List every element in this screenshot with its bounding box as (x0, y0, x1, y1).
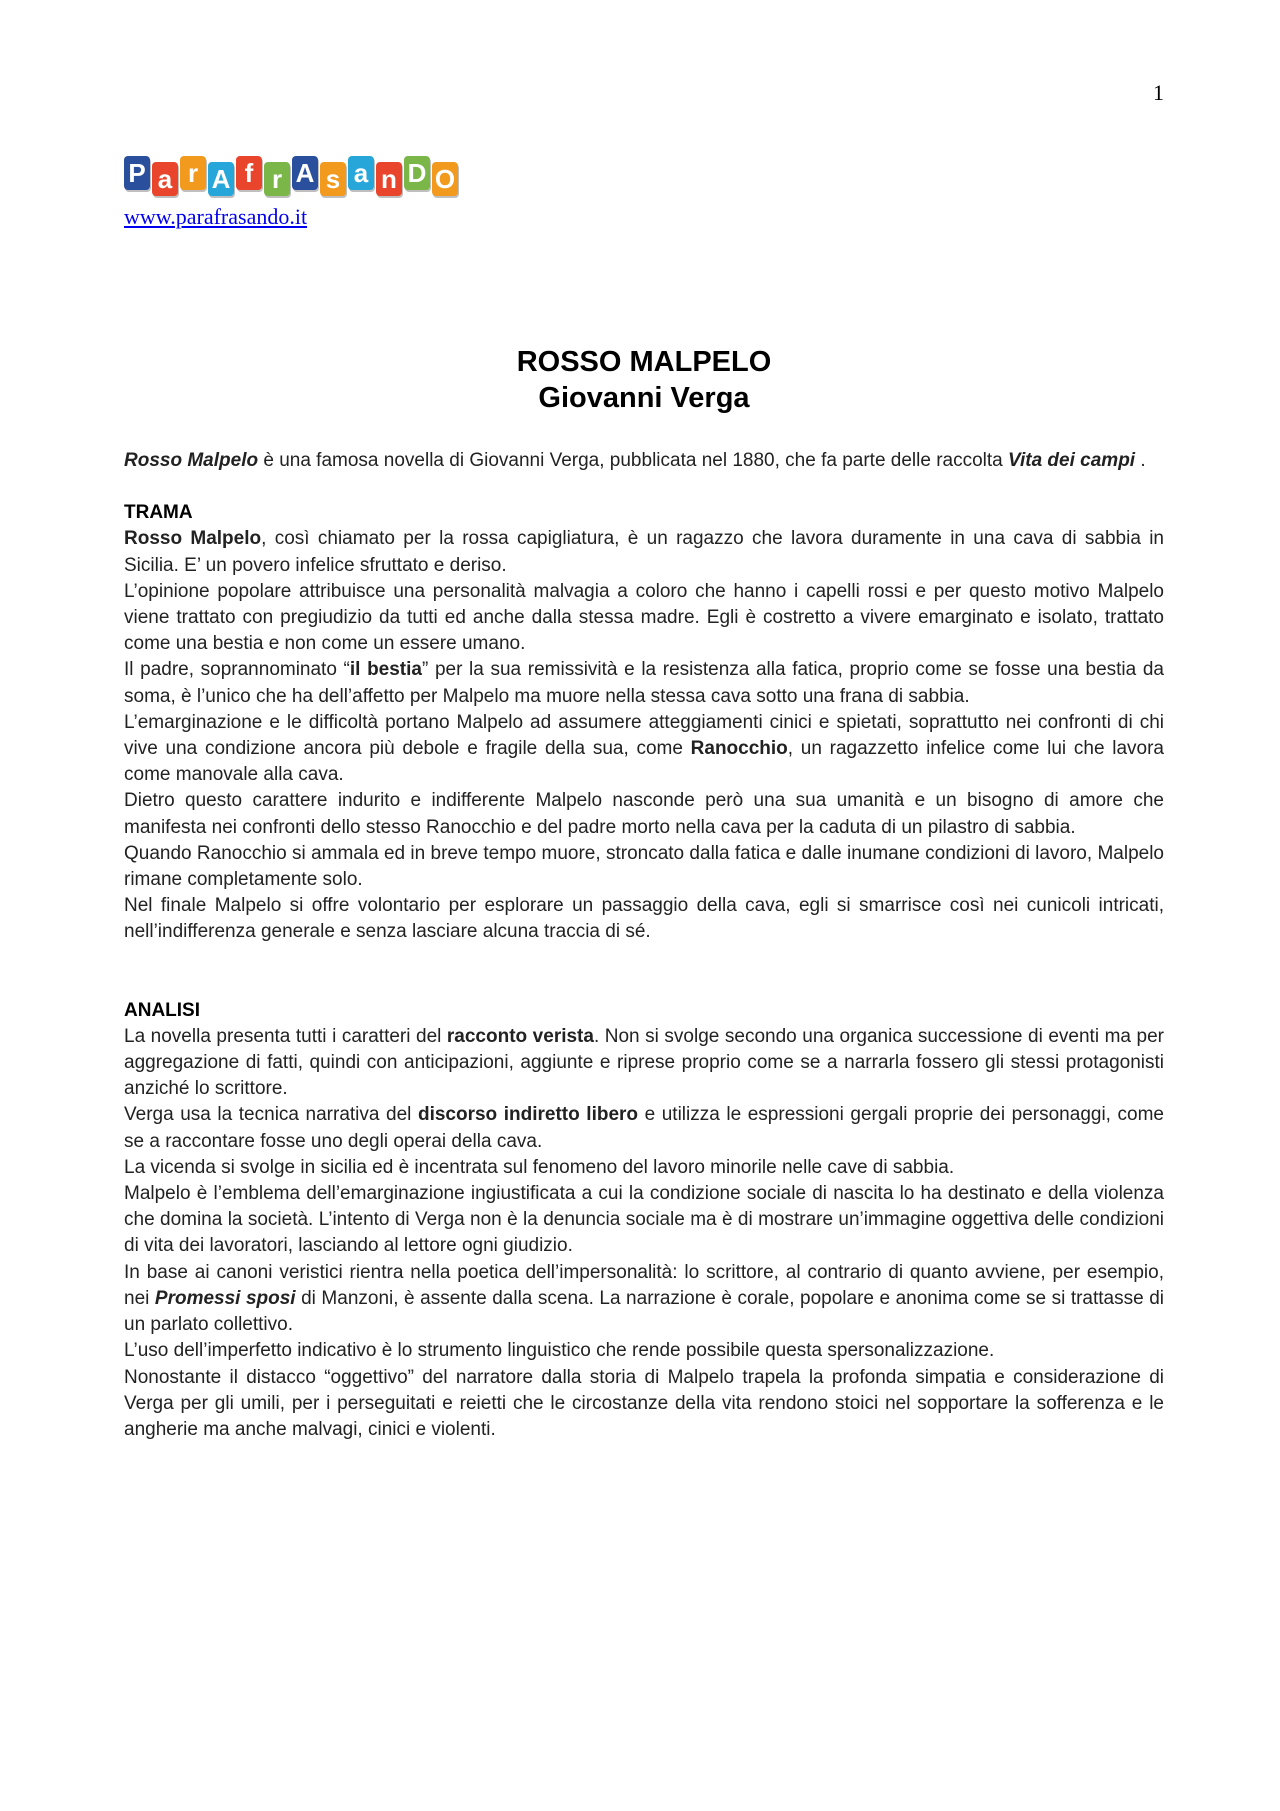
logo-letter: P (124, 156, 150, 190)
logo-letter: r (264, 162, 290, 196)
intro-collection: Vita dei campi (1008, 450, 1136, 471)
trama-text: , così chiamato per la rossa capigliatura, è un ragazzo che lavora duramente in una cava di sabbia in Sicilia. E’ un povero infelice sfruttato e deriso. (124, 528, 1164, 576)
parafrasando-logo (124, 156, 458, 196)
analisi-paragraph: Nonostante il distacco “oggettivo” del narratore dalla storia di Malpelo trapela la profonda simpatia e considerazione di Verga per gli umili, per i perseguitati e reietti che le circostanze della vita rendono stoici nel sopportare la sofferenza e le angherie ma anche malvagi, cinici e violenti. (124, 1366, 1164, 1440)
site-link[interactable]: www.parafrasando.it (124, 204, 308, 229)
trama-paragraph: Dietro questo carattere indurito e indifferente Malpelo nasconde però una sua umanità e un bisogno di amore che manifesta nei confronti dello stesso Ranocchio e del padre morto nella cava per la caduta di un pilastro di sabbia. (124, 790, 1164, 838)
logo-letter: s (320, 162, 346, 196)
logo-letter: a (152, 162, 178, 196)
analisi-text: di Manzoni, è assente dalla scena. La narrazione è corale, popolare e anonima come se si trattasse di un parlato collettivo. (124, 1287, 1164, 1336)
analisi-bold-term: racconto verista (446, 1025, 594, 1047)
trama-text: Il padre, soprannominato “ (124, 659, 350, 681)
intro-text: è una famosa novella di Giovanni Verga, pubblicata nel 1880, che fa parte delle raccolta (258, 450, 1009, 471)
intro-paragraph (124, 448, 1164, 474)
trama-bold-term: il bestia (349, 659, 422, 681)
trama-bold-term: Ranocchio (690, 738, 788, 760)
analisi-bold-term: discorso indiretto libero (417, 1104, 639, 1126)
analisi-paragraph: Malpelo è l’emblema dell’emarginazione ingiustificata a cui la condizione sociale di nascita lo ha destinato e della violenza che domina la società. L’intento di Verga non è la denuncia sociale ma è di mostrare un’immagine oggettiva delle condizioni di vita dei lavoratori, lasciando al lettore ogni giudizio. (124, 1183, 1164, 1257)
logo-letter: n (376, 162, 402, 196)
logo-letter: a (348, 156, 374, 190)
document-title: ROSSO MALPELO (516, 346, 772, 378)
document-body (124, 448, 1164, 1443)
trama-heading: TRAMA (124, 502, 193, 524)
trama-paragraph: L’opinione popolare attribuisce una personalità malvagia a coloro che hanno i capelli rossi e per questo motivo Malpelo viene trattato con pregiudizio da tutti ed anche dalla stessa madre. Egli è costretto a vivere emarginato e isolato, trattato come una bestia e non come un essere umano. (124, 580, 1164, 655)
analisi-paragraph: La vicenda si svolge in sicilia ed è incentrata sul fenomeno del lavoro minorile nelle cave di sabbia. (124, 1156, 955, 1178)
analisi-text: Verga usa la tecnica narrativa del (124, 1104, 418, 1126)
intro-title: Rosso Malpelo (124, 450, 259, 471)
logo-letter: D (404, 156, 430, 190)
analisi-text: La novella presenta tutti i caratteri del (124, 1025, 447, 1047)
trama-paragraph (124, 526, 1164, 578)
trama-text: L’emarginazione e le difficoltà portano Malpelo ad assumere atteggiamenti cinici e spietati, soprattutto nei confronti di chi vive una condizione ancora più debole e fragile della sua, come (124, 711, 1164, 760)
intro-text-end: . (1135, 450, 1146, 471)
analisi-text: In base ai canoni veristici rientra nella poetica dell’impersonalità: lo scrittore, al contrario di quanto avviene, per esempio, nei (124, 1261, 1164, 1309)
analisi-text: e utilizza le espressioni gergali proprie dei personaggi, come se a raccontare fosse uno degli operai della cava. (124, 1104, 1164, 1152)
logo-letter: A (292, 156, 318, 190)
title-block (124, 344, 1164, 416)
logo-letter: f (236, 156, 262, 190)
logo-letter: A (208, 162, 234, 196)
analisi-paragraph (124, 1260, 1164, 1339)
logo-letter: r (180, 156, 206, 190)
analisi-paragraph (124, 1102, 1164, 1154)
page-number: 1 (1153, 80, 1164, 105)
trama-paragraph (124, 657, 1164, 709)
trama-text: , un ragazzetto infelice come lui che lavora come manovale alla cava. (124, 738, 1164, 786)
document-author: Giovanni Verga (538, 382, 750, 414)
analisi-bold-term: Promessi sposi (154, 1287, 296, 1309)
trama-paragraph: Nel finale Malpelo si offre volontario per esplorare un passaggio della cava, egli si smarrisce così nei cunicoli intricati, nell’indifferenza generale e senza lasciare alcuna traccia di sé. (124, 895, 1164, 943)
trama-bold-name: Rosso Malpelo (124, 528, 262, 550)
analisi-paragraph: L’uso dell’imperfetto indicativo è lo strumento linguistico che rende possibile questa spersonalizzazione. (124, 1340, 995, 1362)
trama-paragraph: Quando Ranocchio si ammala ed in breve tempo muore, stroncato dalla fatica e dalle inumane condizioni di lavoro, Malpelo rimane completamente solo. (124, 842, 1164, 891)
trama-text: ” per la sua remissività e la resistenza alla fatica, proprio come se fosse una bestia da soma, è l’unico che ha dell’affetto per Malpelo ma muore nella stessa cava sotto una frana di sabbia. (124, 659, 1164, 707)
analisi-heading: ANALISI (124, 999, 200, 1021)
analisi-text: . Non si svolge secondo una organica successione di eventi ma per aggregazione di fatti, quindi con anticipazioni, aggiunte e riprese proprio come se a narrarla fossero gli stessi protagonisti anziché lo scrittore. (124, 1025, 1164, 1100)
analisi-paragraph (124, 1024, 1164, 1103)
logo-letter: O (432, 162, 458, 196)
trama-paragraph (124, 710, 1164, 789)
